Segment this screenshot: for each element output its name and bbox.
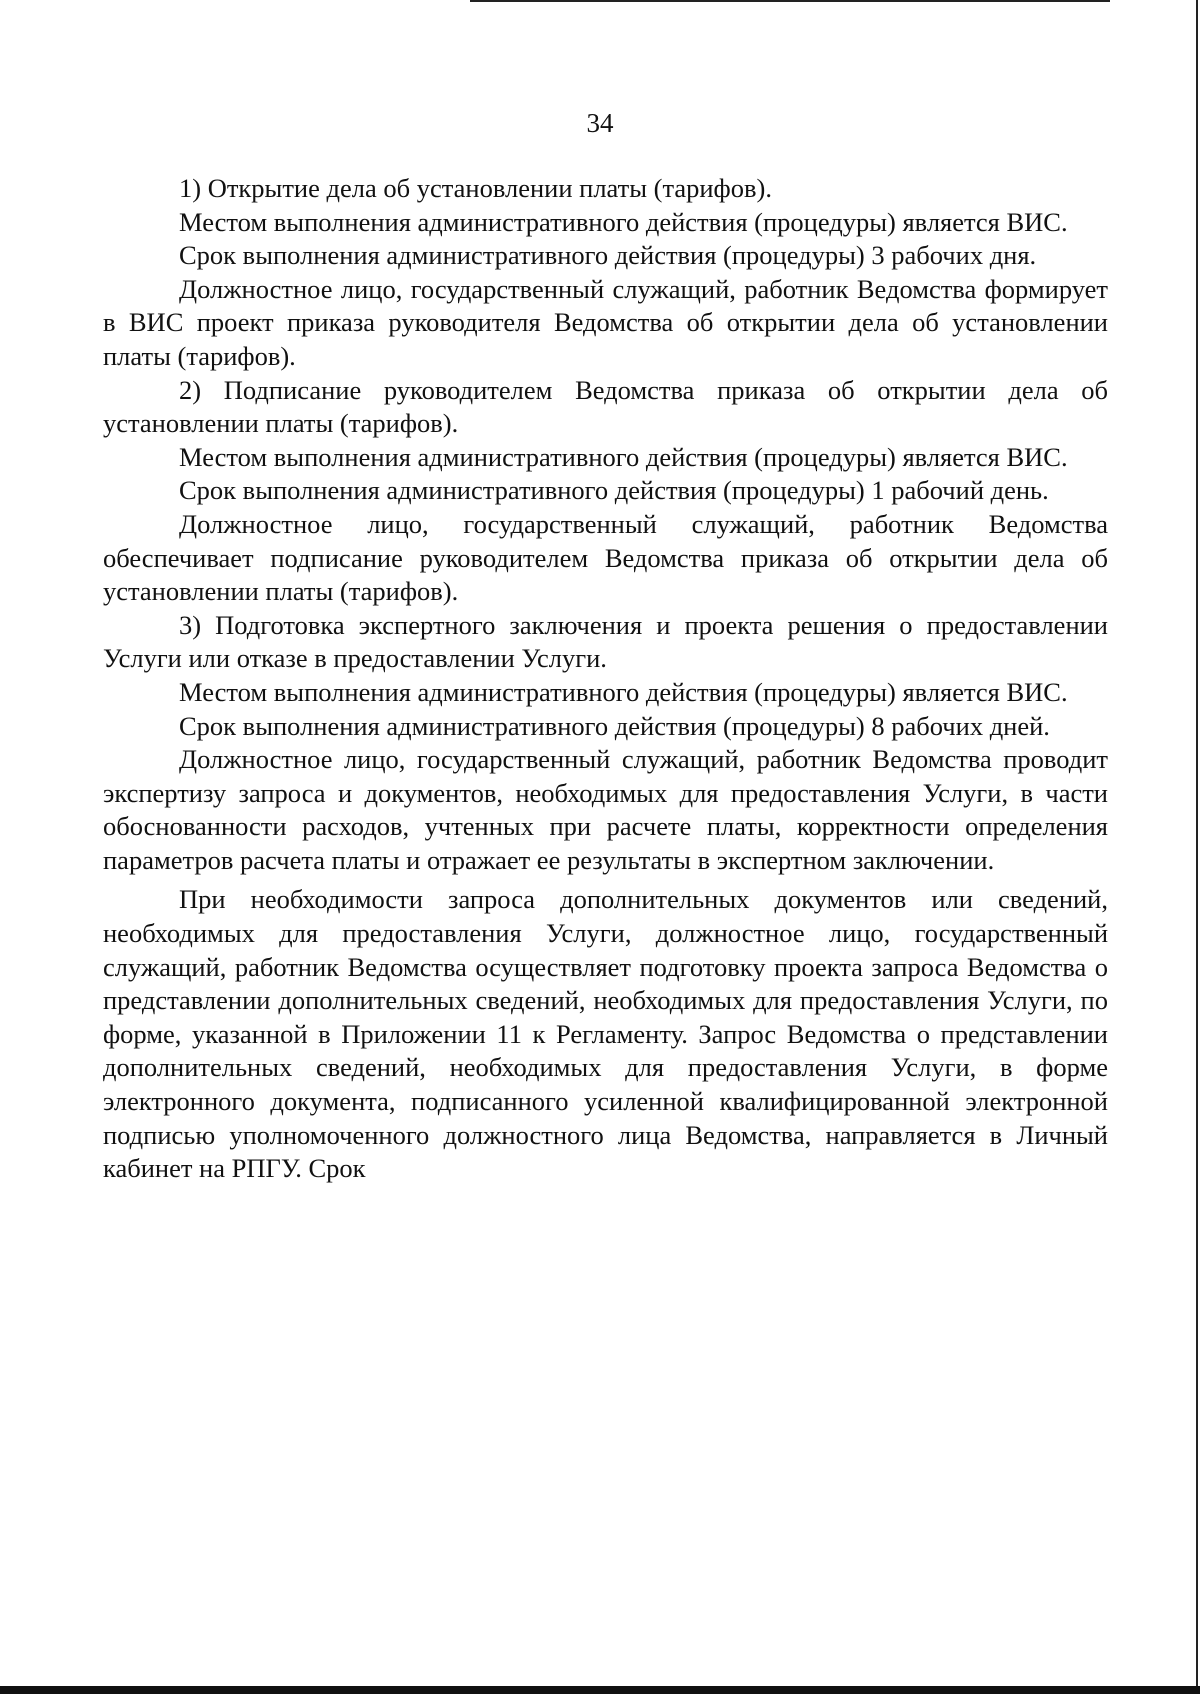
paragraph: Срок выполнения административного действия (процедуры) 8 рабочих дней. [179, 710, 1050, 741]
paragraph: Местом выполнения административного действия (процедуры) является ВИС. [179, 676, 1068, 707]
paragraph: Должностное лицо, государственный служащий, работник Ведомства формирует в ВИС проект приказа руководителя Ведомства об открытии дела об установлении платы (тарифов). [103, 273, 1108, 371]
paragraph: При необходимости запроса дополнительных документов или сведений, необходимых для предоставления Услуги, должностное лицо, государственный служащий, работник Ведомства осуществляет подготовку проекта запроса Ведомства о представлении дополнительных сведений, необходимых для предоставления Услуги, по форме, указанной в Приложении 11 к Регламенту. Запрос Ведомства о представлении дополнительных сведений, необходимых для предоставления Услуги, в форме электронного документа, подписанного усиленной квалифицированной электронной подписью уполномоченного должностного лица Ведомства, направляется в Личный кабинет на РПГУ. Срок [103, 884, 1108, 1184]
paragraph: Срок выполнения административного действия (процедуры) 1 рабочий день. [179, 475, 1049, 506]
scan-edge-right [1196, 0, 1198, 1694]
scan-edge-bottom [0, 1686, 1200, 1694]
document-body [103, 172, 1108, 1186]
paragraph: Местом выполнения административного действия (процедуры) является ВИС. [179, 206, 1068, 237]
page-number: 34 [586, 108, 614, 138]
paragraph: Срок выполнения административного действия (процедуры) 3 рабочих дня. [179, 240, 1037, 271]
paragraph: 2) Подписание руководителем Ведомства приказа об открытии дела об установлении платы (тарифов). [103, 374, 1108, 439]
paragraph: Местом выполнения административного действия (процедуры) является ВИС. [179, 441, 1068, 472]
paragraph: Должностное лицо, государственный служащий, работник Ведомства проводит экспертизу запроса и документов, необходимых для предоставления Услуги, в части обоснованности расходов, учтенных при расчете платы, корректности определения параметров расчета платы и отражает ее результаты в экспертном заключении. [103, 744, 1108, 875]
paragraph: 1) Открытие дела об установлении платы (тарифов). [179, 173, 772, 203]
paragraph: Должностное лицо, государственный служащий, работник Ведомства обеспечивает подписание руководителем Ведомства приказа об открытии дела об установлении платы (тарифов). [103, 508, 1108, 607]
scan-edge-top [470, 0, 1110, 2]
paragraph: 3) Подготовка экспертного заключения и проекта решения о предоставлении Услуги или отказе в предоставлении Услуги. [103, 609, 1108, 674]
